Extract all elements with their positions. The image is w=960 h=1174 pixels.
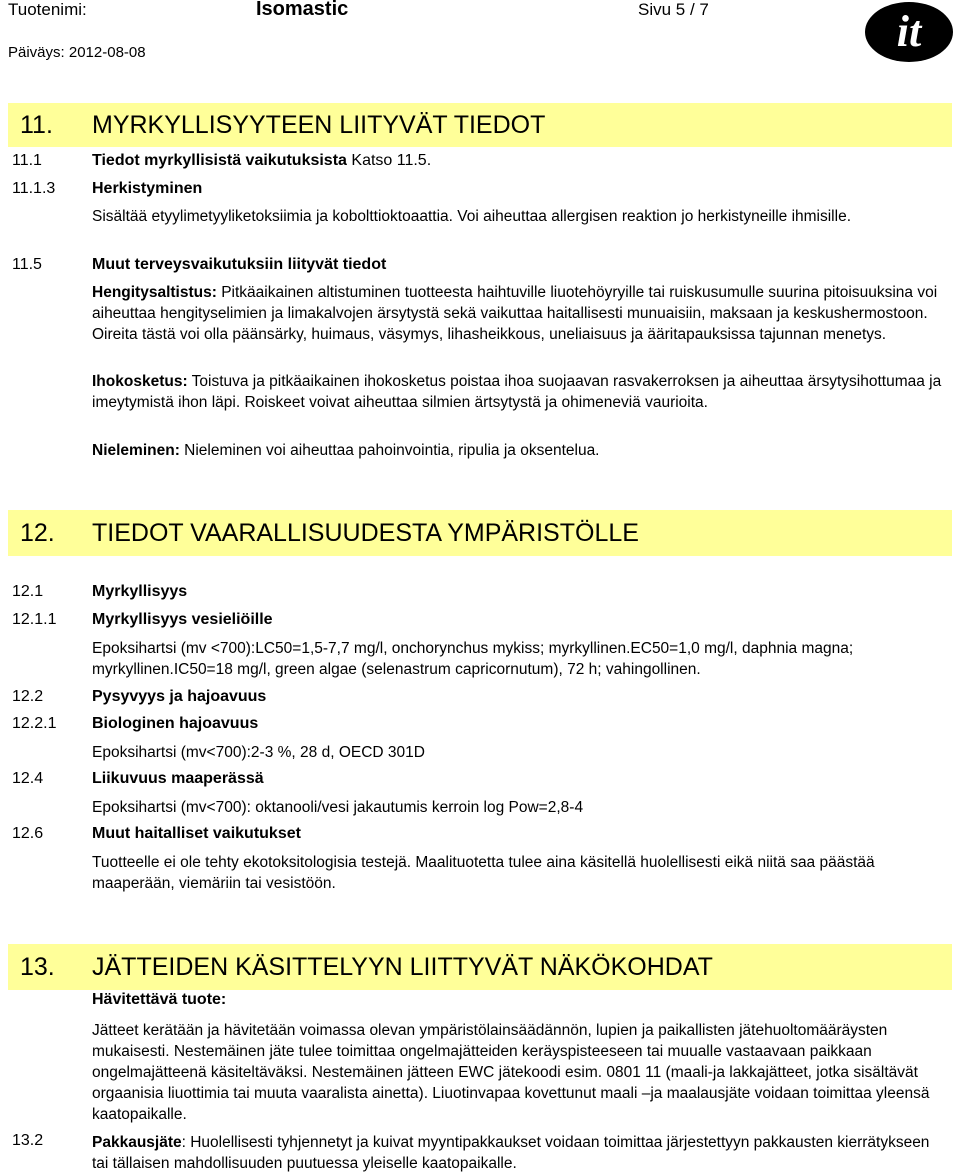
skin-contact-label: Ihokosketus: xyxy=(92,373,188,390)
subsection-number: 12.1 xyxy=(12,583,44,600)
inhalation-text: Pitkäaikainen altistuminen tuotteesta haihtuville liuotehöyryille tai ruiskusumulle suurina pitoisuuksina voi aiheuttaa hengityselimien ja limakalvojen ärsytystä sekä vaikuttaa haitallisesti munuaisiin, maksaan ja keskushermostoon. Oireita tästä voi olla päänsärky, huimaus, väsymys, lihasheikkous, uneliaisuus ja ääritapauksissa tajunnan menetys. xyxy=(92,284,938,343)
packaging-waste-text: : Huolellisesti tyhjennetyt ja kuivat myyntipakkaukset voidaan toimittaa järjestettyyn pakkausten kierrätykseen tai tällaisen mahdollisuuden puutuessa yleiselle kaatopaikalle. xyxy=(92,1134,930,1172)
subsection-title: Myrkyllisyys vesieliöille xyxy=(92,611,273,628)
paragraph-aquatic-toxicity: Epoksihartsi (mv <700):LC50=1,5-7,7 mg/l, onchorynchus mykiss; myrkyllinen.EC50=1,0 mg/l, daphnia magna; myrkyllinen.IC50=18 mg/l, green algae (selenastrum capricornutum), 72 h; vahingollinen. xyxy=(92,640,854,678)
paragraph-inhalation xyxy=(92,282,942,345)
subsection-title: Myrkyllisyys xyxy=(92,583,188,600)
subsection-title: Hävitettävä tuote: xyxy=(92,991,227,1008)
subsection-title: Muut haitalliset vaikutukset xyxy=(92,825,301,842)
subsection-reference: Katso 11.5. xyxy=(351,152,432,169)
document-date: Päiväys: 2012-08-08 xyxy=(8,44,146,61)
subsection-number: 11.5 xyxy=(12,256,42,273)
subsection-number: 13.2 xyxy=(12,1132,44,1149)
section-number: 12. xyxy=(20,518,55,547)
subsection-title: Muut terveysvaikutuksiin liityvät tiedot xyxy=(92,256,387,273)
paragraph-soil-mobility: Epoksihartsi (mv<700): oktanooli/vesi jakautumis kerroin log Pow=2,8-4 xyxy=(92,799,584,816)
paragraph-waste-disposal: Jätteet kerätään ja hävitetään voimassa olevan ympäristölainsäädännön, lupien ja paikallisten jätehuoltomääräysten mukaisesti. Nestemäinen jäte tulee toimittaa ongelmajätteiden keräyspisteeseen tai muualle vastaavaan paikkaan ongelmajätteenä käsiteltäväksi. Nestemäinen jätteen EWC jätekoodi esim. 0801 11 (maali-ja lakkajätteet, jotka sisältävät orgaanisia liuottimia tai muuta vaaralista ainetta). Liuotinvapaa kovettunut maali –ja maalausjäte voidaan toimittaa yleensä kaatopaikalle. xyxy=(92,1022,930,1123)
paragraph-ingestion xyxy=(92,440,942,461)
product-name-label: Tuotenimi: xyxy=(8,0,87,19)
skin-contact-text: Toistuva ja pitkäaikainen ihokosketus poistaa ihoa suojaavan rasvakerroksen ja aiheuttaa ärsytysihottumaa ja imeytymistä ihon läpi. Roiskeet voivat aiheuttaa silmien ärtsytystä ja ohimeneviä vaurioita. xyxy=(92,373,942,411)
paragraph-other-effects: Tuotteelle ei ole tehty ekotoksitologisia testejä. Maalituotetta tulee aina käsitellä huolellisesti eikä niitä saa päästää maaperään, viemäriin tai vesistöön. xyxy=(92,854,875,892)
subsection-number: 12.6 xyxy=(12,825,44,842)
paragraph-biodegradability: Epoksihartsi (mv<700):2-3 %, 28 d, OECD 301D xyxy=(92,744,425,761)
subsection-number: 11.1 xyxy=(12,152,42,169)
section-title: MYRKYLLISYYTEEN LIITYVÄT TIEDOT xyxy=(92,110,546,139)
subsection-title: Herkistyminen xyxy=(92,180,203,197)
paragraph-packaging-waste xyxy=(92,1132,942,1174)
company-logo xyxy=(863,0,955,64)
page-number: Sivu 5 / 7 xyxy=(638,0,709,19)
subsection-title: Biologinen hajoavuus xyxy=(92,715,259,732)
section-13-band xyxy=(8,944,952,990)
logo-text: it xyxy=(896,7,922,56)
section-title: TIEDOT VAARALLISUUDESTA YMPÄRISTÖLLE xyxy=(92,518,639,547)
paragraph-skin-contact xyxy=(92,371,942,413)
subsection-title: Tiedot myrkyllisistä vaikutuksista Katso 11.5. xyxy=(92,152,432,169)
section-11-band xyxy=(8,103,952,147)
subsection-title: Pysyvyys ja hajoavuus xyxy=(92,688,267,705)
paragraph-sensitization: Sisältää etyylimetyyliketoksiimia ja kobolttioktoaattia. Voi aiheuttaa allergisen reaktion jo herkistyneille ihmisille. xyxy=(92,208,852,225)
packaging-waste-label: Pakkausjäte xyxy=(92,1134,182,1151)
section-number: 11. xyxy=(20,110,53,139)
subsection-number: 12.2 xyxy=(12,688,44,705)
inhalation-label: Hengitysaltistus: xyxy=(92,284,217,301)
product-name: Isomastic xyxy=(256,0,349,20)
subsection-number: 12.2.1 xyxy=(12,715,57,732)
ingestion-label: Nieleminen: xyxy=(92,442,180,459)
section-12-band xyxy=(8,510,952,556)
section-number: 13. xyxy=(20,952,55,981)
subsection-title: Liikuvuus maaperässä xyxy=(92,770,264,787)
subsection-number: 12.4 xyxy=(12,770,44,787)
section-title: JÄTTEIDEN KÄSITTELYYN LIITTYVÄT NÄKÖKOHDAT xyxy=(92,952,713,981)
subsection-number: 11.1.3 xyxy=(12,180,56,197)
ingestion-text: Nieleminen voi aiheuttaa pahoinvointia, ripulia ja oksentelua. xyxy=(184,442,600,459)
subsection-number: 12.1.1 xyxy=(12,611,57,628)
